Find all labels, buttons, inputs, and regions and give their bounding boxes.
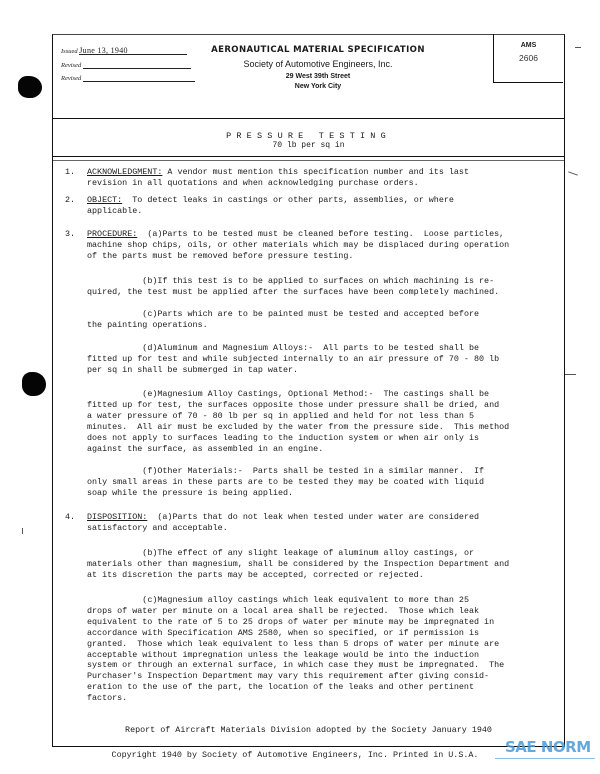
publisher-city: New York City	[294, 83, 342, 90]
section-disposition-c	[65, 595, 561, 704]
margin-mark	[22, 528, 23, 534]
section-heading: PROCEDURE:	[87, 229, 138, 239]
section-heading: DISPOSITION:	[87, 512, 148, 522]
paragraph-line: (a)Parts that do not leak when tested under water are considered	[157, 512, 480, 522]
adoption-note: Report of Aircraft Materials Division adopted by the Society January 1940	[125, 725, 492, 735]
revised-date	[83, 60, 191, 69]
paragraph-line: granted. Those which leak equivalent to less than 5 drops of water per minute are	[87, 638, 500, 649]
section-object	[65, 195, 561, 217]
paragraph-line: factors.	[87, 693, 128, 704]
section-procedure-d	[65, 343, 561, 376]
paragraph-line: eration to the use of the part, the location of the leaks and other pertinent	[87, 682, 474, 693]
subject	[53, 131, 564, 150]
revised-date	[83, 73, 195, 82]
subject-divider	[53, 156, 564, 161]
paragraph-line: (b)The effect of any slight leakage of aluminum alloy castings, or	[142, 548, 475, 558]
subject-title: PRESSURE TESTING	[226, 131, 391, 141]
paragraph-line: against the surface, as assembled in an engine.	[87, 443, 324, 454]
section-procedure-f	[65, 466, 561, 499]
paragraph-line: fitted up for test, the surfaces opposite those under pressure shall be dried, and	[87, 399, 500, 410]
section-procedure-b	[65, 276, 561, 298]
paragraph-line: a water pressure of 70 - 80 lb per sq in applied and held for not less than 5	[87, 410, 474, 421]
margin-mark	[568, 171, 578, 175]
paragraph-line: fitted up for test and while subjected internally to an air pressure of 70 - 80 lb	[87, 353, 500, 364]
revised-label: Revised	[61, 75, 82, 82]
paragraph-line: satisfactory and acceptable.	[87, 522, 228, 533]
paragraph-line: (d)Aluminum and Magnesium Alloys:- All parts to be tested shall be	[142, 343, 480, 353]
section-number: 2.	[65, 195, 76, 205]
paragraph-line: (b)If this test is to be applied to surfaces on which machining is re-	[142, 276, 495, 286]
paragraph-line: system or through an external surface, in which case they must be impregnated. The	[87, 660, 505, 671]
sae-norm-watermark	[493, 738, 598, 764]
section-heading: ACKNOWLEDGMENT:	[87, 167, 163, 177]
paragraph-line: accordance with Specification AMS 2580, when so specified, or if permission is	[87, 627, 480, 638]
issued-date: June 13, 1940	[79, 46, 187, 55]
margin-mark	[575, 47, 581, 48]
paragraph-line: drops of water per minute on a local area shall be rejected. Those which leak	[87, 605, 480, 616]
paragraph-line: (a)Parts to be tested must be cleaned before testing. Loose particles,	[147, 229, 505, 239]
section-procedure-a	[65, 229, 561, 262]
paragraph-line: does not apply to surfaces leading to the induction system or when air only is	[87, 432, 480, 443]
hole-punch-mark-middle	[22, 372, 46, 396]
ams-label: AMS	[520, 42, 537, 49]
paragraph-line: (e)Magnesium Alloy Castings, Optional Method:- The castings shall be	[142, 389, 490, 399]
specification-sheet	[52, 34, 565, 747]
subject-subtitle: 70 lb per sq in	[272, 141, 345, 150]
issued-label: Issued	[61, 48, 78, 55]
section-disposition-a	[65, 512, 561, 534]
paragraph-line: at its discretion the parts may be accepted, corrected or rejected.	[87, 569, 424, 580]
paragraph-line: acceptable without impregnation unless the leakage would be into the induction	[87, 649, 480, 660]
section-disposition-b	[65, 548, 561, 581]
paragraph-line: minutes. All air must be excluded by the water from the pressure side. This method	[87, 421, 510, 432]
paragraph-line: per sq in shall be submerged in tap water.	[87, 364, 299, 375]
section-number: 3.	[65, 229, 76, 239]
publisher-address: 29 West 39th Street	[285, 73, 351, 80]
paragraph-line: (c)Magnesium alloy castings which leak equivalent to more than 25	[142, 595, 469, 605]
hole-punch-mark-top	[18, 76, 42, 98]
paragraph-line: of the parts must be removed before pressure testing.	[87, 250, 354, 261]
header	[53, 35, 564, 119]
margin-mark	[564, 374, 576, 375]
paragraph-line: soap while the pressure is being applied.	[87, 487, 294, 498]
section-number: 1.	[65, 167, 76, 177]
spec-heading: AERONAUTICAL MATERIAL SPECIFICATION	[211, 45, 425, 55]
section-heading: OBJECT:	[87, 195, 123, 205]
publisher-name: Society of Automotive Engineers, Inc.	[243, 59, 393, 69]
revised-field-1	[61, 60, 191, 69]
paragraph-line: the painting operations.	[87, 319, 208, 330]
paragraph-line: only small areas in these parts are to be tested they may be coated with liquid	[87, 476, 485, 487]
header-divider	[53, 118, 564, 119]
paragraph-line: (f)Other Materials:- Parts shall be tested in a similar manner. If	[142, 466, 485, 476]
paragraph-line: materials other than magnesium, shall be considered by the Inspection Department and	[87, 558, 510, 569]
revised-label: Revised	[61, 62, 82, 69]
paragraph-line: quired, the test must be applied after the surfaces have been completely machined.	[87, 286, 500, 297]
watermark-text: SAE NORM	[505, 738, 591, 756]
section-procedure-e	[65, 389, 561, 454]
paragraph-line: (c)Parts which are to be painted must be tested and accepted before	[142, 309, 480, 319]
copyright-text: Copyright 1940 by Society of Automotive Engineers, Inc. Printed in U.S.A.	[111, 750, 479, 760]
paragraph-line: Purchaser's Inspection Department may vary this requirement after giving consid-	[87, 671, 490, 682]
section-line: applicable.	[87, 205, 143, 216]
revised-field-2	[61, 73, 195, 82]
section-acknowledgment	[65, 167, 561, 189]
section-number: 4.	[65, 512, 76, 522]
issued-field	[61, 46, 187, 55]
section-line: To detect leaks in castings or other parts, assemblies, or where	[132, 195, 454, 205]
paragraph-line: equivalent to the rate of 5 to 25 drops of water per minute may be impregnated in	[87, 616, 495, 627]
section-line: revision in all quotations and when acknowledging purchase orders.	[87, 177, 419, 188]
paragraph-line: machine shop chips, oils, or other materials which may be displaced during operation	[87, 239, 510, 250]
watermark-underline	[495, 758, 595, 759]
ams-number-box	[493, 34, 563, 83]
section-line: A vendor must mention this specification number and its last	[167, 167, 469, 177]
section-procedure-c	[65, 309, 561, 331]
ams-number: 2606	[519, 53, 538, 63]
